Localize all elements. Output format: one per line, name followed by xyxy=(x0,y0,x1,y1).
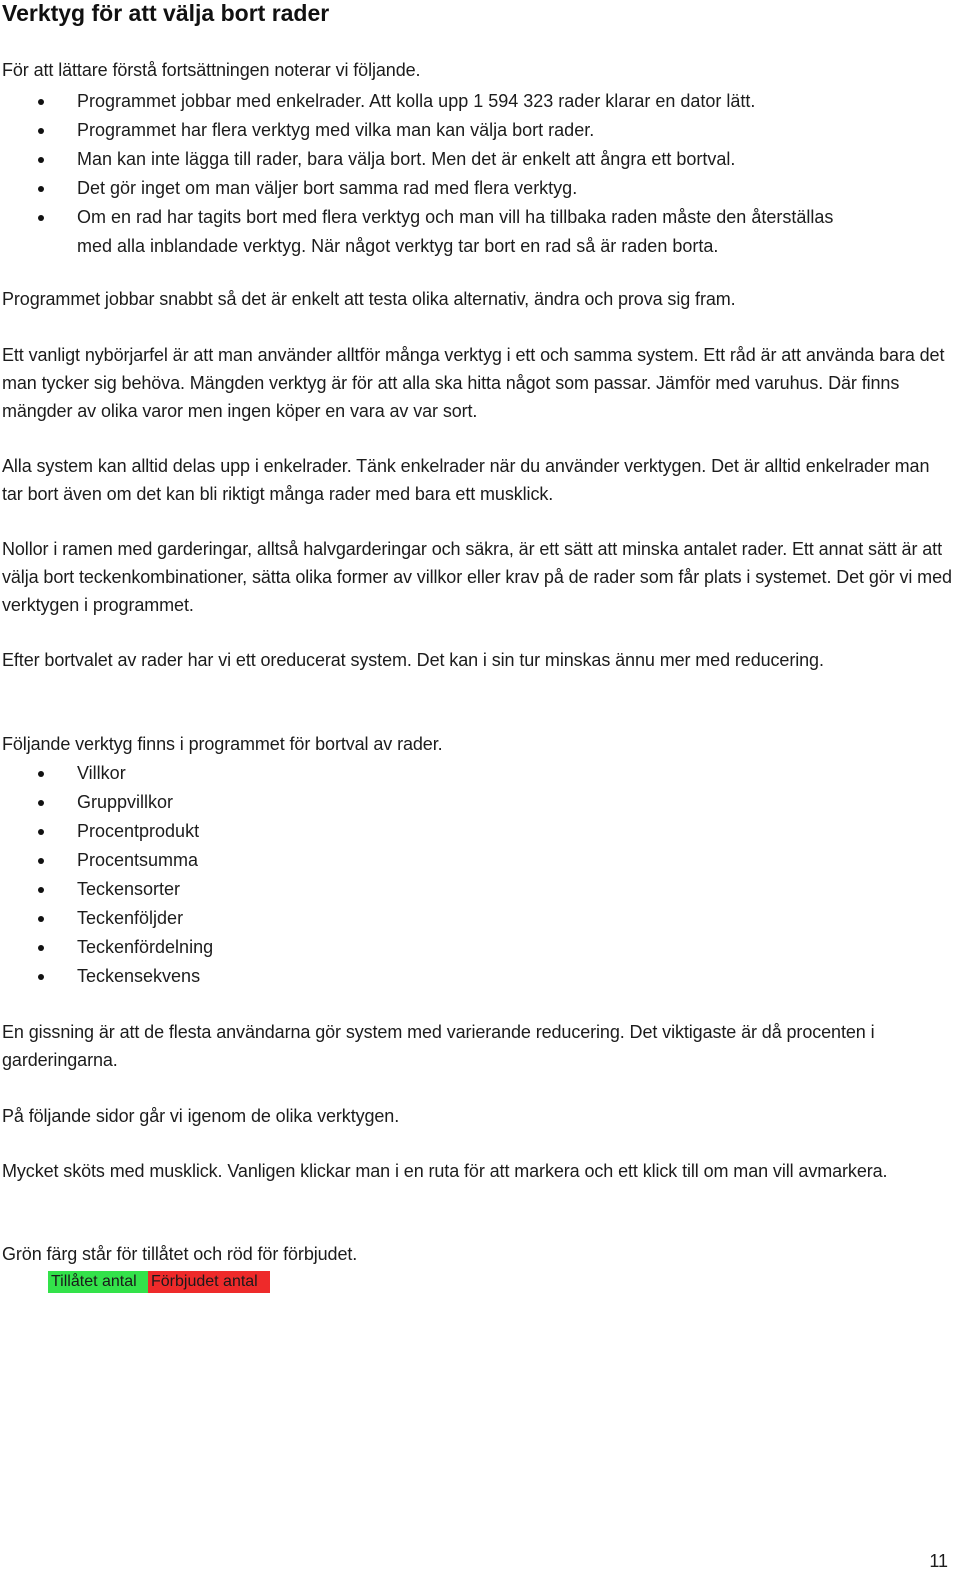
list-item: Procentprodukt xyxy=(0,817,950,846)
list-item: Teckensorter xyxy=(0,875,950,904)
tools-list xyxy=(0,759,950,991)
paragraph: Ett vanligt nybörjarfel är att man använder alltför många verktyg i ett och samma system. Ett råd är att använda bara det man tycker sig behöva. Mängden verktyg är för att alla ska hitta något som passar. Jämför med varuhus. Där finns mängder av olika varor men ingen köper en vara av var sort. xyxy=(2,345,945,421)
list-item: Man kan inte lägga till rader, bara välja bort. Men det är enkelt att ångra ett bortval. xyxy=(0,145,950,174)
bullet-icon xyxy=(38,99,44,105)
paragraph: En gissning är att de flesta användarna gör system med varierande reducering. Det viktigaste är då procenten i garderingarna. xyxy=(2,1022,875,1070)
bullet-icon xyxy=(38,800,44,806)
bullet-icon xyxy=(38,887,44,893)
notes-list xyxy=(0,87,950,261)
list-item: Teckensekvens xyxy=(0,962,950,991)
list-item: Teckenföljder xyxy=(0,904,950,933)
list-item: Programmet jobbar med enkelrader. Att kolla upp 1 594 323 rader klarar en dator lätt. xyxy=(0,87,950,116)
list-item: Gruppvillkor xyxy=(0,788,950,817)
list-item: Om en rad har tagits bort med flera verktyg och man vill ha tillbaka raden måste den återställas med alla inblandade verktyg. När något verktyg tar bort en rad så är raden borta. xyxy=(0,203,950,261)
bullet-icon xyxy=(38,771,44,777)
bullet-icon xyxy=(38,157,44,163)
paragraph: Efter bortvalet av rader har vi ett oreducerat system. Det kan i sin tur minskas ännu mer med reducering. xyxy=(2,650,824,670)
paragraph: Följande verktyg finns i programmet för bortval av rader. xyxy=(2,734,443,754)
list-item: Procentsumma xyxy=(0,846,950,875)
bullet-icon xyxy=(38,945,44,951)
bullet-icon xyxy=(38,128,44,134)
intro-paragraph: För att lättare förstå fortsättningen noterar vi följande. xyxy=(2,60,421,80)
color-legend xyxy=(48,1271,270,1293)
page-title: Verktyg för att välja bort rader xyxy=(2,0,330,26)
paragraph: Nollor i ramen med garderingar, alltså halvgarderingar och säkra, är ett sätt att minska antalet rader. Ett annat sätt är att välja bort teckenkombinationer, sätta olika former av villkor eller krav på de rader som får plats i systemet. Det gör vi med verktygen i programmet. xyxy=(2,539,952,615)
page-number: 11 xyxy=(929,1551,948,1571)
allowed-legend-swatch: Tillåtet antal xyxy=(48,1271,148,1293)
list-item: Det gör inget om man väljer bort samma rad med flera verktyg. xyxy=(0,174,950,203)
bullet-icon xyxy=(38,215,44,221)
paragraph: Grön färg står för tillåtet och röd för förbjudet. xyxy=(2,1244,358,1264)
bullet-icon xyxy=(38,186,44,192)
bullet-icon xyxy=(38,829,44,835)
paragraph: Programmet jobbar snabbt så det är enkelt att testa olika alternativ, ändra och prova sig fram. xyxy=(2,289,736,309)
bullet-icon xyxy=(38,974,44,980)
bullet-icon xyxy=(38,858,44,864)
paragraph: Mycket sköts med musklick. Vanligen klickar man i en ruta för att markera och ett klick till om man vill avmarkera. xyxy=(2,1161,888,1181)
forbidden-legend-swatch: Förbjudet antal xyxy=(148,1271,270,1293)
list-item: Programmet har flera verktyg med vilka man kan välja bort rader. xyxy=(0,116,950,145)
list-item: Teckenfördelning xyxy=(0,933,950,962)
bullet-icon xyxy=(38,916,44,922)
paragraph: På följande sidor går vi igenom de olika verktygen. xyxy=(2,1106,400,1126)
paragraph: Alla system kan alltid delas upp i enkelrader. Tänk enkelrader när du använder verktygen. Det är alltid enkelrader man tar bort även om det kan bli riktigt många rader med bara ett musklick. xyxy=(2,456,930,504)
list-item: Villkor xyxy=(0,759,950,788)
